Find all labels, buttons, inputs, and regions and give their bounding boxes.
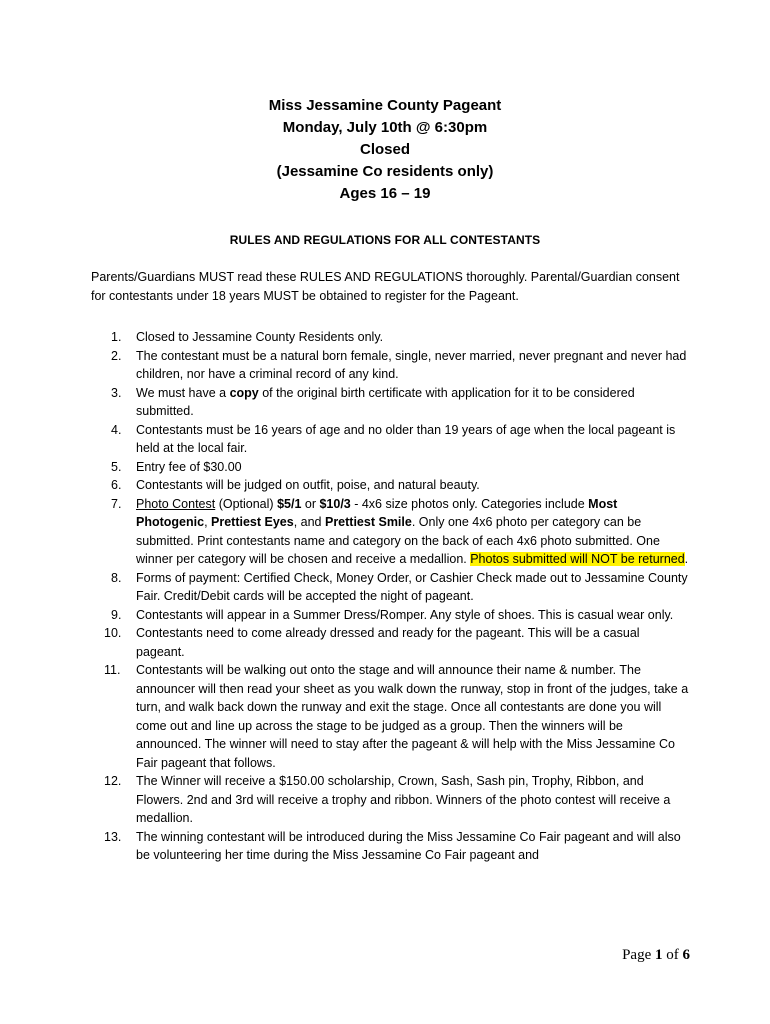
- list-item-number: 2.: [111, 348, 122, 363]
- list-item-text: Contestants will be walking out onto the stage and will announce their name & number. The announcer will then read your sheet as you walk down the runway, stop in front of the judges, take a turn, and walk back down the runway and exit the stage. Once all contestants are done you will come out and line up across the stage to be judged as a group. Then the winners will be announced. The winner will need to stay after the pageant & will help with the Miss Jessamine Co Fair pageant that follows.: [136, 663, 689, 770]
- list-item-text: Forms of payment: Certified Check, Money Order, or Cashier Check made out to Jessamine County Fair. Credit/Debit cards will be accepted the night of pageant.: [136, 570, 688, 603]
- text-run: (Optional): [215, 496, 278, 511]
- list-item: [91, 476, 691, 495]
- list-item: [91, 772, 691, 828]
- list-item: [91, 495, 691, 569]
- list-item: [91, 458, 691, 477]
- intro-paragraph: Parents/Guardians MUST read these RULES AND REGULATIONS thoroughly. Parental/Guardian consent for contestants under 18 years MUST be obtained to register for the Pageant.: [91, 270, 680, 303]
- list-item-number: 1.: [111, 330, 122, 344]
- bold-text: Prettiest Smile: [324, 515, 412, 529]
- text-run: . Only one 4x6 photo per category can be submitted. Print contestants name and category on the back of each 4x6 photo submitted. One winner per category will be chosen and receive a medallion.: [136, 515, 660, 566]
- page-word: Page: [622, 947, 652, 963]
- list-item: [91, 606, 691, 625]
- text-run: , and: [293, 515, 325, 529]
- list-item-text: Contestants will appear in a Summer Dress/Romper. Any style of shoes. This is casual wear only.: [136, 607, 674, 622]
- bold-text: $10/3: [319, 496, 351, 511]
- text-run: .: [684, 552, 689, 566]
- title-line-4: (Jessamine Co residents only): [276, 163, 494, 180]
- list-item-number: 3.: [111, 385, 122, 400]
- section-heading: RULES AND REGULATIONS FOR ALL CONTESTANTS: [229, 233, 541, 247]
- bold-text: copy: [229, 385, 259, 400]
- list-item: [91, 384, 691, 421]
- title-line-1: Miss Jessamine County Pageant: [268, 97, 502, 114]
- list-item-text: Contestants need to come already dressed and ready for the pageant. This will be a casual pageant.: [136, 626, 640, 659]
- current-page: 1: [655, 947, 663, 963]
- document-title: [0, 95, 770, 205]
- list-item: [91, 421, 691, 458]
- list-item: [91, 569, 691, 606]
- list-item-text: [136, 384, 691, 421]
- photo-contest-label: Photo Contest: [136, 496, 216, 511]
- total-pages: 6: [682, 947, 690, 963]
- list-item: [91, 661, 691, 772]
- title-line-5: Ages 16 – 19: [339, 185, 431, 202]
- list-item-text: The winning contestant will be introduced during the Miss Jessamine Co Fair pageant and will also be volunteering her time during the Miss Jessamine Co Fair pageant and: [136, 829, 681, 862]
- list-item-text: [136, 495, 691, 569]
- list-item: [91, 624, 691, 661]
- page-number: [560, 947, 690, 964]
- list-item-number: 8.: [111, 570, 122, 585]
- list-item-number: 6.: [111, 478, 122, 492]
- list-item-number: 11.: [104, 663, 121, 677]
- title-line-3: Closed: [359, 141, 410, 158]
- list-item-number: 12.: [104, 774, 122, 788]
- bold-text: Most Photogenic: [136, 496, 618, 529]
- text-run: ,: [204, 515, 212, 529]
- list-item: [91, 328, 691, 347]
- list-item-number: 5.: [111, 459, 122, 474]
- text-run: or: [301, 496, 320, 511]
- text-run: - 4x6 size photos only. Categories include: [350, 496, 589, 511]
- list-item-number: 7.: [111, 496, 122, 511]
- list-item-number: 4.: [111, 422, 122, 437]
- highlighted-text: Photos submitted will NOT be returned: [470, 552, 685, 566]
- list-item: [91, 347, 691, 384]
- of-word: of: [666, 947, 679, 963]
- list-item-text: The contestant must be a natural born female, single, never married, never pregnant and never had children, nor have a criminal record of any kind.: [136, 348, 687, 381]
- bold-text: Prettiest Eyes: [211, 515, 294, 529]
- bold-text: $5/1: [277, 496, 302, 511]
- list-item-text: The Winner will receive a $150.00 scholarship, Crown, Sash, Sash pin, Trophy, Ribbon, and Flowers. 2nd and 3rd will receive a trophy and ribbon. Winners of the photo contest will receive a medallion.: [136, 774, 671, 825]
- list-item-number: 9.: [111, 607, 122, 622]
- list-item: [91, 828, 691, 865]
- rules-list: [91, 328, 691, 865]
- title-line-2: Monday, July 10th @ 6:30pm: [282, 119, 488, 136]
- list-item-number: 13.: [104, 829, 122, 844]
- list-item-text: Closed to Jessamine County Residents only.: [136, 330, 384, 344]
- text-run: of the original birth certificate with application for it to be considered submitted.: [136, 385, 635, 418]
- text-run: We must have a: [136, 385, 230, 400]
- list-item-text: Contestants must be 16 years of age and no older than 19 years of age when the local pageant is held at the local fair.: [136, 422, 676, 455]
- list-item-number: 10.: [104, 626, 122, 640]
- list-item-text: Contestants will be judged on outfit, poise, and natural beauty.: [136, 478, 480, 492]
- list-item-text: Entry fee of $30.00: [136, 459, 242, 474]
